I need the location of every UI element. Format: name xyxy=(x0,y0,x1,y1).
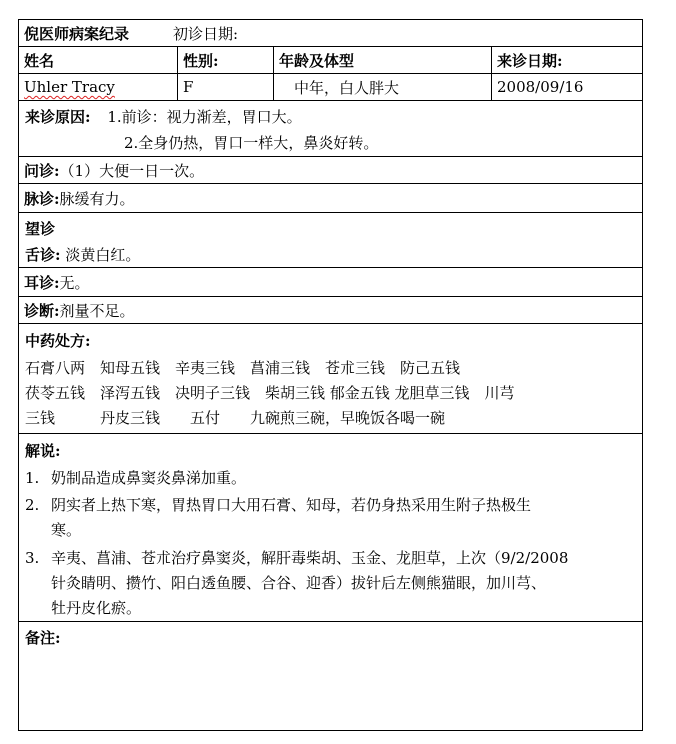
reason-line-1: 1.前诊：视力渐差，胃口大。 xyxy=(107,108,302,126)
record-title: 倪医师病案纪录 xyxy=(24,24,130,43)
diagnosis-section xyxy=(19,297,642,324)
prescription-label: 中药处方: xyxy=(25,332,91,350)
info-values-row xyxy=(19,74,642,101)
explanation-item-text: 奶制品造成鼻窦炎鼻涕加重。 xyxy=(51,469,247,487)
notes-section xyxy=(19,622,642,730)
age-build-label: 年龄及体型 xyxy=(273,47,491,73)
reason-section xyxy=(19,101,642,157)
explanation-label: 解说: xyxy=(25,442,61,460)
tongue-label: 舌诊: xyxy=(25,246,61,264)
explanation-item-continuation: 针灸睛明、攒竹、阳白透鱼腰、合谷、迎香）拔针后左侧熊猫眼，加川芎、 xyxy=(51,574,547,592)
reason-label: 来诊原因: xyxy=(25,108,91,126)
patient-gender: F xyxy=(177,74,273,100)
explanation-item-number: 3. xyxy=(25,549,40,567)
header-row xyxy=(19,20,642,47)
inspection-section xyxy=(19,213,642,268)
prescription-line-2: 茯苓五钱 泽泻五钱 决明子三钱 柴胡三钱 郁金五钱 龙胆草三钱 川芎 xyxy=(25,384,515,402)
ear-text: 无。 xyxy=(59,273,90,292)
explanation-item-text: 辛夷、菖浦、苍朮治疗鼻窦炎，解肝毒柴胡、玉金、龙胆草，上次（9/2/2008 xyxy=(51,549,569,567)
pulse-text: 脉缓有力。 xyxy=(59,189,135,208)
explanation-item-text: 阴实者上热下寒，胃热胃口大用石膏、知母，若仍身热采用生附子热极生 xyxy=(51,496,532,514)
gender-label: 性别: xyxy=(177,47,273,73)
explanation-item-continuation: 寒。 xyxy=(51,521,82,539)
diagnosis-label: 诊断: xyxy=(24,301,60,320)
patient-visit-date: 2008/09/16 xyxy=(491,74,642,100)
patient-name: Uhler Tracy xyxy=(24,78,115,96)
ear-section xyxy=(19,268,642,297)
pulse-label: 脉诊: xyxy=(24,189,60,208)
diagnosis-text: 剂量不足。 xyxy=(59,301,135,320)
explanation-item-number: 2. xyxy=(25,496,40,514)
notes-label: 备注: xyxy=(25,629,61,647)
info-labels-row xyxy=(19,47,642,74)
ear-label: 耳诊: xyxy=(24,273,60,292)
explanation-item xyxy=(25,467,246,488)
prescription-line-3: 三钱 丹皮三钱 五付 九碗煎三碗，早晚饭各喝一碗 xyxy=(25,409,446,427)
medical-record-form xyxy=(18,19,643,731)
inquiry-label: 问诊: xyxy=(24,161,60,180)
name-label: 姓名 xyxy=(24,51,55,70)
explanation-item-continuation: 牡丹皮化瘀。 xyxy=(51,599,142,617)
first-visit-date-label: 初诊日期: xyxy=(173,24,239,43)
patient-age-build: 中年，白人胖大 xyxy=(273,74,491,100)
pulse-section xyxy=(19,184,642,213)
visit-date-label: 来诊日期: xyxy=(491,47,642,73)
explanation-item xyxy=(25,494,531,515)
inspection-label: 望诊 xyxy=(25,220,56,238)
explanation-section xyxy=(19,434,642,622)
reason-line-2: 2.全身仍热，胃口一样大，鼻炎好转。 xyxy=(124,134,379,152)
explanation-item-number: 1. xyxy=(25,469,40,487)
inquiry-text: （1）大便一日一次。 xyxy=(59,161,205,180)
tongue-text: 淡黄白红。 xyxy=(65,246,141,264)
prescription-line-1: 石膏八两 知母五钱 辛夷三钱 菖浦三钱 苍朮三钱 防己五钱 xyxy=(25,359,461,377)
explanation-item xyxy=(25,547,568,568)
inquiry-section xyxy=(19,157,642,184)
prescription-section xyxy=(19,324,642,434)
